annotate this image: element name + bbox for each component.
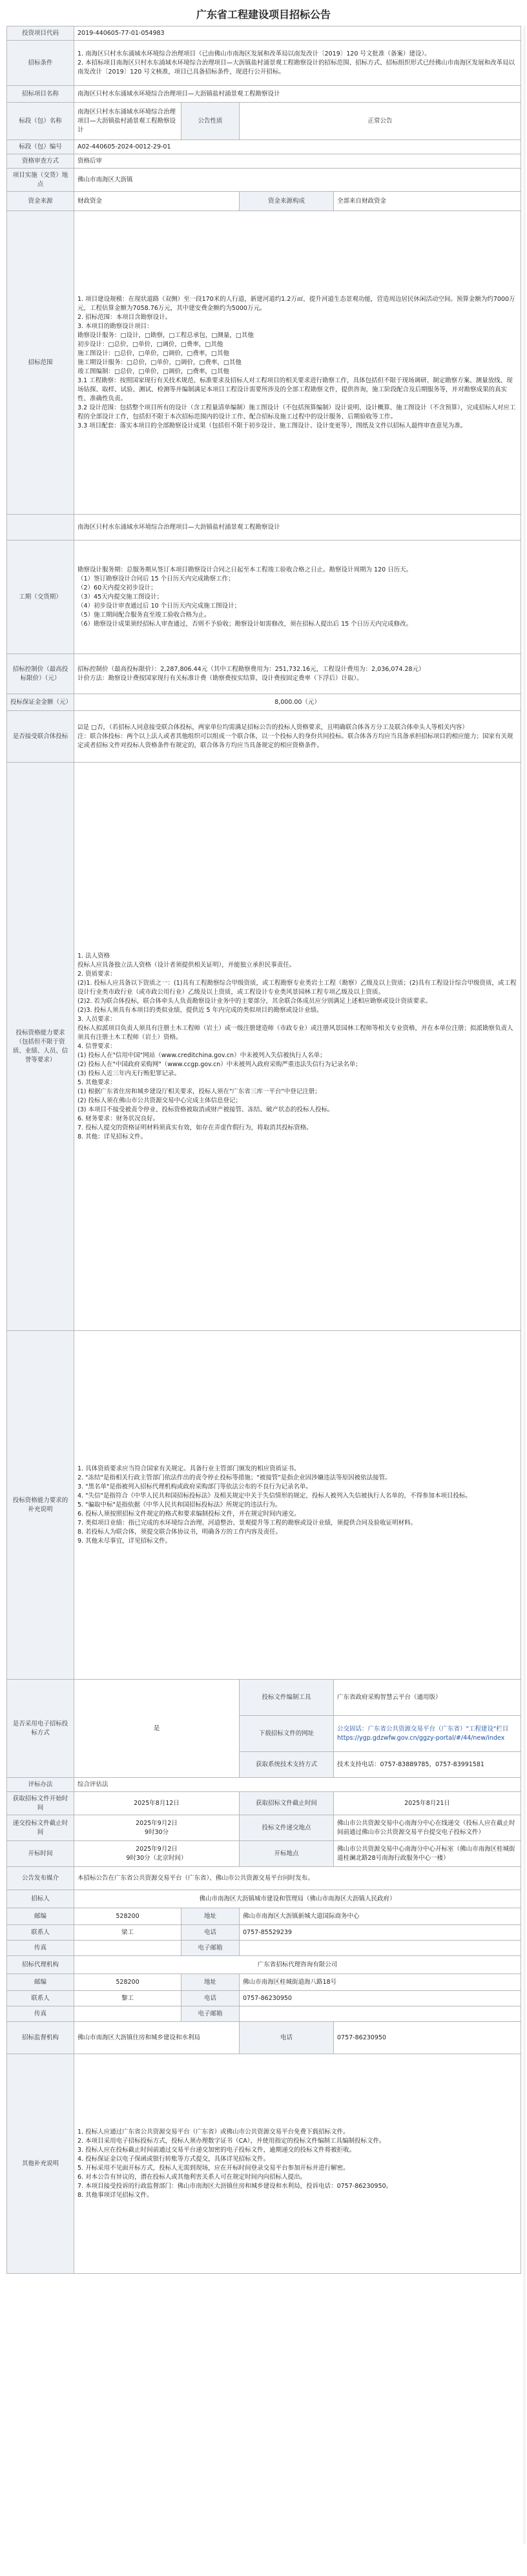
a-phone-label: 电话 [181,1991,240,2006]
t-addr: 佛山市南海区大沥镇新城大道国际商务中心 [240,1908,521,1925]
tech: 技术支持电话：0757-83889785，0757-83991581 [334,1752,521,1778]
a-contact: 黎工 [74,1991,181,2006]
tenderer: 佛山市南海区大沥镇城市建设和管理局（佛山市南海区大沥镇人民政府） [74,1890,521,1908]
project-name-label: 招标项目名称 [7,86,74,103]
section-code-label: 标段（包）编号 [7,140,74,154]
t-phone: 0757-85529239 [240,1925,521,1941]
qualification: 1. 法人资格 投标人应具备独立法人资格（设计者须提供相关证明），并能独立承担民事责任。 2. 资质要求： (2)1. 投标人应具备以下资质之一：(1)具有工程勘察综合甲级资质，或工程勘察专业类岩土工程（勘察）乙级及以上资质；(2)具有工程设计综合甲级资质，或工程设计行业类市政行业（或市政公用行业）乙级及以上资质，或工程设计专业类风景园林工程专项乙级及以上资质。 (2)2. 若为联合体投标，联合体牵头人负责勘察设计业务中的主要部分，其余联合体成员应分别满足上述相应勘察或设计资质要求。 (2)3. 投标人须具有本项目的类似业绩，提供近 5 年内完成的类似项目的勘察或设计业绩。 3. 人员要求： 投标人拟派项目负责人须具有注册土木工程师（岩土）或一级注册建造师（市政专业）或注册风景园林工程师等相关专业资格，并在本单位注册；拟派勘察负责人须具有注册土木工程师（岩土）资格。 4. 信誉要求： (1) 投标人在"信用中国"网站（www.creditchina.gov.cn）中未被列入失信被执行人名单； (2) 投标人在"中国政府采购网"（www.ccgp.gov.cn）中未被列入政府采购严重违法失信行为记录名单； (3) 投标人近三年内无行贿犯罪记录。 5. 其他要求： (1) 根据广东省住房和城乡建设厅相关要求，投标人须在"广东省三库一平台"中登记注册； (2) 投标人须在佛山市公共资源交易中心完成主体信息登记； (3) 本项目不接受被责令停业、投标资格被取消或财产被接管、冻结、破产状态的投标人投标。 6. 财务要求：财务状况良好。 7. 投标人提交的资格证明材料须真实有效，如存在弄虚作假行为，将取消其投标资格。 8. 其他：详见招标文件。 [74,763,521,1331]
open-place: 佛山市公共资源交易中心南海分中心开标室（佛山市南海区桂城街道桂澜北路28号南海行政服务中心一楼） [334,1841,521,1867]
a-addr-label: 地址 [181,1974,240,1991]
t-addr-label: 地址 [181,1908,240,1925]
supplement: 1. 投标人应通过广东省公共资源交易平台（广东省）或佛山市公共资源交易平台免费下载招标文件。 2. 本项目采用电子招标投标方式，投标人须办理数字证书（CA），并使用指定的投标文件编制工具编制投标文件。 3. 投标人应在投标截止时间前通过交易平台递交加密的电子投标文件，逾期递交的投标文件将被拒收。 4. 投标保证金以电子保函或银行转账等方式提交，具体详见招标文件。 5. 开标采用不见面开标方式，投标人无需到现场，应在开标时间登录交易平台参加开标并进行解密。 6. 对本公告有异议的，潜在投标人或其他利害关系人可在规定时间内向招标人提出。 7. 本项目接受投诉的行政监督部门：佛山市南海区大沥镇住房和城乡建设和水利局，投诉电话：0757-86230950。 8. 其他事项详见招标文件。 [74,2054,521,2274]
tool-label: 投标文件编制工具 [240,1680,334,1716]
qual-label: 资格审查方式 [7,154,74,169]
a-email-label: 电子邮箱 [181,2006,240,2022]
fund-struct: 全部来自财政资金 [334,192,521,211]
t-fax-label: 传真 [7,1941,74,1956]
open-time: 2025年9月2日 9时30分（北京时间） [74,1841,240,1867]
term-label [7,515,74,541]
a-email [240,2006,521,2022]
download-label: 下载招标文件的网址 [240,1716,334,1752]
t-email [240,1941,521,1956]
deposit-label: 投标保证金金额（元） [7,694,74,711]
tech-label: 获取系统技术支持方式 [240,1752,334,1778]
open-place-label: 开标地点 [240,1841,334,1867]
notice-type-label: 公告性质 [181,103,240,140]
a-addr: 佛山市南海区桂城街道海八路18号 [240,1974,521,1991]
consortium-label: 是否接受联合体投标 [7,711,74,763]
get-end-label: 获取招标文件截止时间 [240,1792,334,1815]
qual: 资格后审 [74,154,521,169]
t-contact: 梁工 [74,1925,181,1941]
t-fax [74,1941,181,1956]
etender: 是 [74,1680,240,1778]
ceiling-label: 招标控制价（最高投标限价）（元） [7,654,74,694]
consortium: ☑是 □否，（若招标人同意接受联合体投标，两家单位均需满足招标公告的投标人资格要求，且明确联合体各方分工及联合体牵头人等相关内容） 注：联合体投标：两个以上法人或者其他组织可以组成一个联合体，以一个投标人的身份共同投标。联合体各方均应当具备承担招标项目的相应能力；国家有关规定或者招标文件对投标人资格条件有规定的，联合体各方均应当具备规定的相应资格条件。 [74,711,521,763]
deposit: 8,000.00（元） [74,694,521,711]
project-name: 南海区只村水东涌域水环境综合治理项目—大沥镇盐村涌景观工程勘察设计 [74,86,521,103]
a-fax-label: 传真 [7,2006,74,2022]
open-time-label: 开标时间 [7,1841,74,1867]
qualification-label: 投标资格能力要求（包括但不限于资质、业绩、人员、信誉等要求） [7,763,74,1331]
other: 1. 具体资质要求应当符合国家有关规定。具备行业主管部门颁发的相应资质证书。 2. "冻结"是指相关行政主管部门依法作出的责令停止投标等措施；"被接管"是指企业因涉嫌违法等原因被依法接管。 3. "黑名单"是指被列入招标代理机构或政府采购部门等依法公布的不良行为记录名单。 4. "失信"是指符合《中华人民共和国招标投标法》及相关规定中关于失信情形的规定，投标人被列入失信被执行人名单的，不得参加本项目投标。 5. "骗取中标"是指依据《中华人民共和国招标投标法》所规定的违法行为。 6. 投标人须按照招标文件规定的格式和要求编制投标文件，并在规定时间内递交。 7. 类似项目业绩：指已完成的水环境综合治理、河道整治、景观提升等工程的勘察或设计业绩，须提供合同及验收证明材料。 8. 若投标人为联合体，须提交联合体协议书，明确各方的工作内容及责任。 9. 其他未尽事宜，详见招标文件。 [74,1331,521,1680]
a-post: 528200 [74,1974,181,1991]
fund-src: 财政资金 [74,192,240,211]
section-label: 标段（包）名称 [7,103,74,140]
submit-place-label: 投标文件递交地点 [240,1815,334,1841]
project-code: 2019-440605-77-01-054983 [74,26,521,41]
bid-cond-label: 招标条件 [7,41,74,86]
t-post-label: 邮编 [7,1908,74,1925]
location: 佛山市南海区大沥镇 [74,169,521,192]
s-phone: 0757-86230950 [334,2022,521,2054]
submit-end-label: 递交投标文件截止时间 [7,1815,74,1841]
submit-end: 2025年9月2日 9时30分 [74,1815,240,1841]
download-link[interactable]: 公交固话：广东省公共资源交易平台（广东省）"工程建设"栏目 https://ygp.gdzwfw.gov.cn/ggzy-portal/#/44/new/index [334,1716,521,1752]
ceiling: 招标控制价（最高投标限价）：2,287,806.44元（其中工程勘察费用为：251,732.16元，工程设计费用为：2,036,074.28元） 计价方法：勘察设计费按国家现行有关标准计费（勘察费按实结算，设计费按固定费率（下浮后）计取）。 [74,654,521,694]
get-end: 2025年8月21日 [334,1792,521,1815]
supervisor: 佛山市南海区大沥镇住房和城乡建设和水利局 [74,2022,240,2054]
project-name-repeat: 南海区只村水东涌域水环境综合治理项目—大沥镇盐村涌景观工程勘察设计 [74,515,521,541]
s-phone-label: 电话 [240,2022,334,2054]
media-label: 公告发布媒介 [7,1867,74,1890]
scope: 1. 项目建设规模：在现状道路（双侧）至一段170米的人行道，新建河道约1.2万㎡，提升河道生态景观功能，营造周边居民休闲活动空间。预算金额为约7000万元，工程估算金额为7058.76万元，其中建安费金额约为5000万元。 2. 招标范围：本项目含勘察设计。 3. 本项目的勘察设计项目： 勘察设计服务：□设计，□勘察，□工程总承包，□测量，□其他 初步设计：□总价，□单价，□调价，□费率，□其他 施工图设计：□总价，□单价，□调价，□费率，□其他 施工期设计服务：□总价，□单价，□调价，□费率，□其他 竣工图编制：□总价，□单价，□调价，□费率，□其他 3.1 工程勘察：按照国家现行有关技术规范、标准要求及招标人对工程项目的相关要求进行勘察工作，具体包括但不限于现场调研、制定勘察方案、测量放线、现场钻探、取样、试验、测试、检测等并编制满足本项目工程设计需要所涉及的全部工程勘察文件，提供咨询，施工阶段配合及后期服务等，并对勘察成果的真实性、准确性负责。 3.2 设计范围：包括整个项目所有的设计（含工程量清单编制）施工图设计（不包括预算编制）设计说明、设计概算、施工图设计（不含预算），完成招标人对应工程的全部设计工作，包括但不限于本次招标范围内的设计工作、配合招标及施工过程中的设计服务、后期验收等工作。 3.3 项目配套：落实本项目的全部勘察设计成果（包括但不限于初步设计、施工图设计、设计变更等），图纸及文件以招标人最终审查意见为准。 [74,211,521,515]
section-code: A02-440605-2024-0012-29-01 [74,140,521,154]
supervisor-label: 招标监督机构 [7,2022,74,2054]
scope-label: 招标范围 [7,211,74,515]
term-label-2: 工期（交货期） [7,541,74,654]
agency: 广东省招标代理咨询有限公司 [74,1956,521,1974]
t-contact-label: 联系人 [7,1925,74,1941]
media: 本招标公告在广东省公共资源交易平台（广东省）、佛山市公共资源交易平台同时发布。 [74,1867,521,1890]
supplement-label: 其他补充说明 [7,2054,74,2274]
t-post: 528200 [74,1908,181,1925]
section-name: 南海区只村水东涌域水环境综合治理项目—大沥镇盐村涌景观工程勘察设计 [74,103,181,140]
notice-table [6,26,521,2274]
agency-label: 招标代理机构 [7,1956,74,1974]
bid-cond: 1. 南海区只村水东涌域水环境综合治理项目（已由佛山市南海区发展和改革局以南发改计〔2019〕120 号文批准（备案）建设）。 2. 本招标项目南海区只村水东涌域水环境综合治理项目—大沥镇盐村涌景观工程勘察设计的招标范围、招标方式、招标组织形式已经佛山市南海区发展和改革局以南发改计〔2019〕120 号文核准，项目已具备招标条件，现进行公开招标。 [74,41,521,86]
page-title: 广东省工程建设项目招标公告 [196,8,331,21]
other-label: 投标资格能力要求的补充说明 [7,1331,74,1680]
a-contact-label: 联系人 [7,1991,74,2006]
tool: 广东省政府采购智慧云平台（通用版） [334,1680,521,1716]
t-email-label: 电子邮箱 [181,1941,240,1956]
location-label: 项目实施（交货）地点 [7,169,74,192]
scrollbar[interactable] [523,26,526,2544]
a-post-label: 邮编 [7,1974,74,1991]
get-start: 2025年8月12日 [74,1792,240,1815]
method: 综合评估法 [74,1778,521,1792]
a-fax [74,2006,181,2022]
submit-place: 佛山市公共资源交易中心南海分中心在线递交（投标人应在截止时间前通过佛山市公共资源交易平台提交电子投标文件） [334,1815,521,1841]
method-label: 评标办法 [7,1778,74,1792]
notice-type: 正常公告 [240,103,521,140]
tenderer-label: 招标人 [7,1890,74,1908]
fund-struct-label: 资金来源构成 [240,192,334,211]
get-start-label: 获取招标文件开始时间 [7,1792,74,1815]
term: 勘察设计服务期：总服务期从签订本项目勘察设计合同之日起至本工程竣工验收合格之日止。勘察设计周期为 120 日历天。 （1）签订勘察设计合同后 15 个日历天内完成勘察工作； （2）60天内提交初步设计； （3）45天内提交施工图设计； （4）初步设计审查通过后 10 个日历天内完成施工图设计； （5）施工期间配合服务直至竣工验收合格为止。 （6）勘察设计成果须经招标人审查通过，否则不予验收；勘察设计如需修改，须在招标人提出后 15 个日历天内完成修改。 [74,541,521,654]
fund-src-label: 资金来源 [7,192,74,211]
etender-label: 是否采用电子招标投标方式 [7,1680,74,1778]
a-phone: 0757-86230950 [240,1991,521,2006]
t-phone-label: 电话 [181,1925,240,1941]
project-code-label: 投资项目代码 [7,26,74,41]
